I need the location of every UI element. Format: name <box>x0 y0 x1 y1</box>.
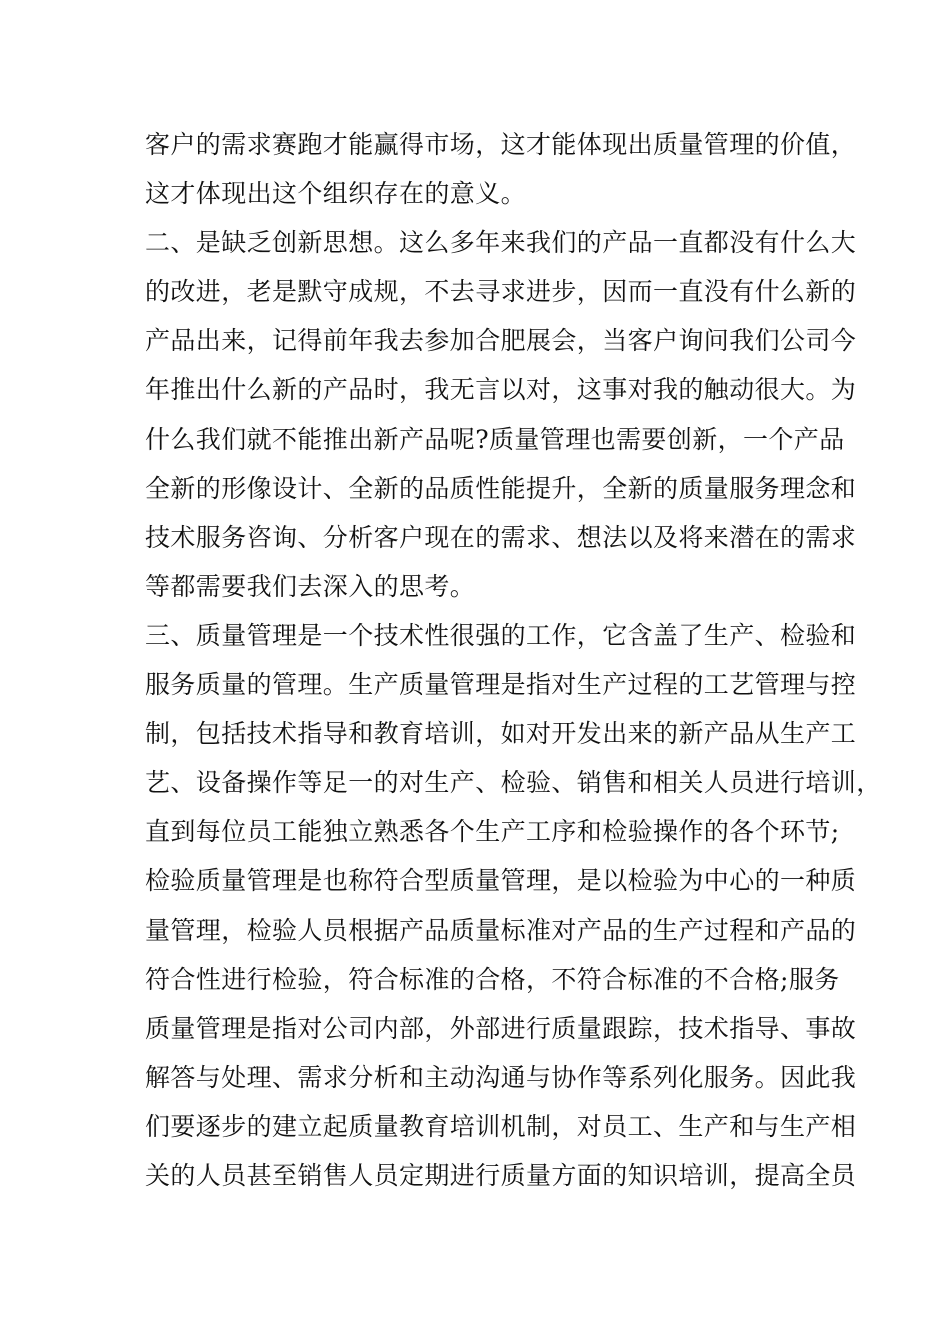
body-text <box>145 120 882 1200</box>
text-line: 全新的形像设计、全新的品质性能提升，全新的质量服务理念和 <box>145 473 857 503</box>
text-line: 艺、设备操作等足一的对生产、检验、销售和相关人员进行培训， <box>145 768 882 798</box>
text-line: 量管理，检验人员根据产品质量标准对产品的生产过程和产品的 <box>145 915 857 945</box>
text-line: 这才体现出这个组织存在的意义。 <box>145 179 527 209</box>
text-line: 等都需要我们去深入的思考。 <box>145 571 476 601</box>
text-line: 解答与处理、需求分析和主动沟通与协作等系列化服务。因此我 <box>145 1062 857 1092</box>
text-line: 质量管理是指对公司内部，外部进行质量跟踪，技术指导、事故 <box>145 1013 857 1043</box>
text-line: 的改进，老是默守成规，不去寻求进步，因而一直没有什么新的 <box>145 277 857 307</box>
text-line: 直到每位员工能独立熟悉各个生产工序和检验操作的各个环节; <box>145 817 840 847</box>
text-line: 们要逐步的建立起质量教育培训机制，对员工、生产和与生产相 <box>145 1111 857 1141</box>
text-line: 年推出什么新的产品时，我无言以对，这事对我的触动很大。为 <box>145 375 857 405</box>
text-line: 制，包括技术指导和教育培训，如对开发出来的新产品从生产工 <box>145 719 857 749</box>
text-line: 客户的需求赛跑才能赢得市场，这才能体现出质量管理的价值， <box>145 130 857 159</box>
text-line: 什么我们就不能推出新产品呢?质量管理也需要创新，一个产品 <box>145 424 845 454</box>
text-line: 符合性进行检验，符合标准的合格，不符合标准的不合格;服务 <box>145 964 840 994</box>
text-line: 检验质量管理是也称符合型质量管理，是以检验为中心的一种质 <box>145 866 857 896</box>
text-line: 三、质量管理是一个技术性很强的工作，它含盖了生产、检验和 <box>145 620 857 650</box>
text-line: 技术服务咨询、分析客户现在的需求、想法以及将来潜在的需求 <box>145 522 857 552</box>
text-line: 产品出来，记得前年我去参加合肥展会，当客户询问我们公司今 <box>145 326 857 356</box>
text-line: 关的人员甚至销售人员定期进行质量方面的知识培训，提高全员 <box>145 1160 857 1190</box>
text-line: 服务质量的管理。生产质量管理是指对生产过程的工艺管理与控 <box>145 670 857 700</box>
text-line: 二、是缺乏创新思想。这么多年来我们的产品一直都没有什么大 <box>145 228 857 258</box>
